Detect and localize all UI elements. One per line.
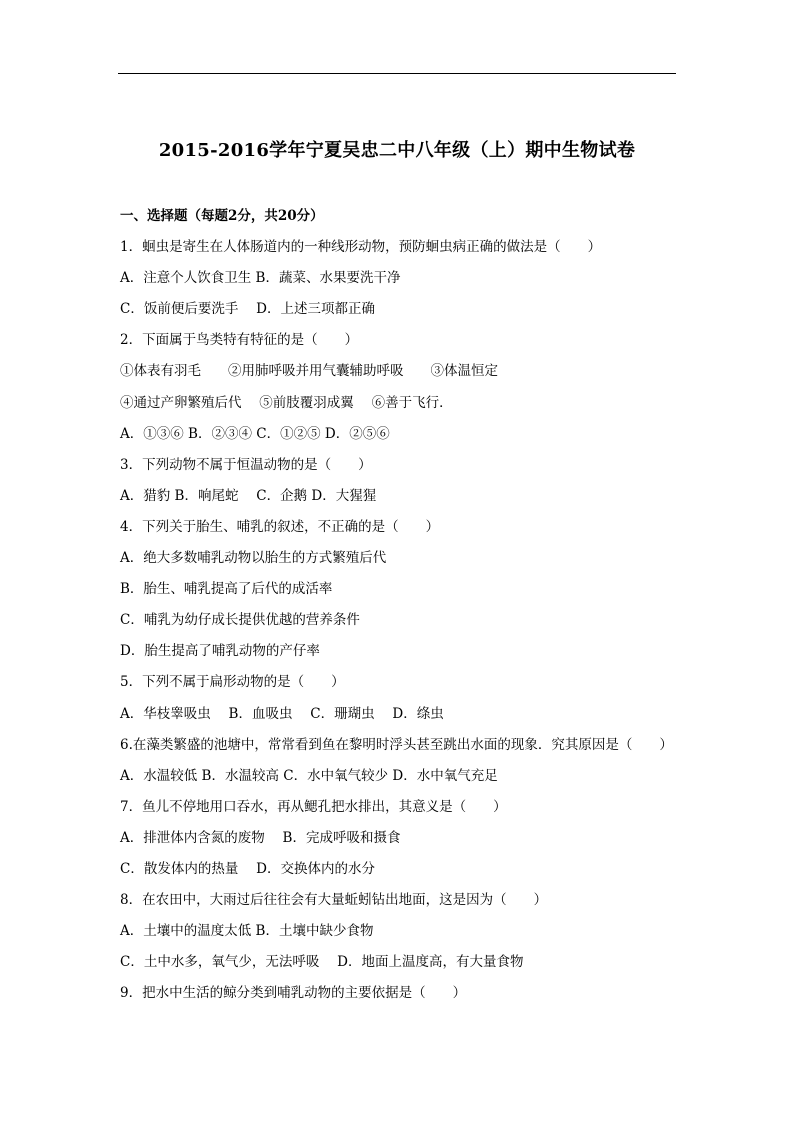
question-6-stem: 6.在藻类繁盛的池塘中，常常看到鱼在黎明时浮头甚至跳出水面的现象．究其原因是（ ） bbox=[120, 736, 673, 753]
header-rule bbox=[118, 73, 676, 74]
question-5-options: A．华枝睾吸虫 B．血吸虫 C．珊瑚虫 D．绦虫 bbox=[120, 705, 444, 722]
question-list bbox=[120, 203, 680, 1011]
question-4-option-a: A．绝大多数哺乳动物以胎生的方式繁殖后代 bbox=[120, 550, 387, 567]
question-4-option-b: B．胎生、哺乳提高了后代的成活率 bbox=[120, 581, 333, 598]
question-3-stem: 3．下列动物不属于恒温动物的是（ ） bbox=[120, 456, 372, 473]
question-7-options-cd: C．散发体内的热量 D．交换体内的水分 bbox=[120, 860, 375, 877]
question-6-options: A．水温较低 B．水温较高 C．水中氧气较少 D．水中氧气充足 bbox=[120, 767, 498, 784]
page-title: 2015-2016学年宁夏吴忠二中八年级（上）期中生物试卷 bbox=[158, 140, 636, 161]
question-8-options-ab: A．土壤中的温度太低 B．土壤中缺少食物 bbox=[120, 923, 374, 940]
question-2-items-1: ①体表有羽毛 ②用肺呼吸并用气囊辅助呼吸 ③体温恒定 bbox=[120, 363, 498, 380]
question-9-stem: 9．把水中生活的鲸分类到哺乳动物的主要依据是（ ） bbox=[120, 985, 467, 1002]
question-7-options-ab: A．排泄体内含氮的废物 B．完成呼吸和摄食 bbox=[120, 829, 401, 846]
question-4-option-d: D．胎生提高了哺乳动物的产仔率 bbox=[120, 643, 320, 660]
question-1-stem: 1．蛔虫是寄生在人体肠道内的一种线形动物，预防蛔虫病正确的做法是（ ） bbox=[120, 239, 602, 256]
question-2-options: A．①③⑥ B．②③④ C．①②⑤ D．②⑤⑥ bbox=[120, 425, 390, 442]
question-7-stem: 7．鱼儿不停地用口吞水，再从鳃孔把水排出，其意义是（ ） bbox=[120, 798, 507, 815]
question-8-stem: 8．在农田中，大雨过后往往会有大量蚯蚓钻出地面，这是因为（ ） bbox=[120, 892, 548, 909]
question-8-options-cd: C．土中水多，氧气少，无法呼吸 D．地面上温度高，有大量食物 bbox=[120, 954, 524, 971]
question-4-stem: 4．下列关于胎生、哺乳的叙述，不正确的是（ ） bbox=[120, 518, 440, 535]
question-2-stem: 2．下面属于鸟类特有特征的是（ ） bbox=[120, 332, 359, 349]
question-2-items-2: ④通过产卵繁殖后代 ⑤前肢覆羽成翼 ⑥善于飞行． bbox=[120, 394, 453, 411]
question-4-option-c: C．哺乳为幼仔成长提供优越的营养条件 bbox=[120, 612, 360, 629]
question-1-options-cd: C．饭前便后要洗手 D．上述三项都正确 bbox=[120, 301, 375, 318]
question-1-options-ab: A．注意个人饮食卫生 B．蔬菜、水果要洗干净 bbox=[120, 270, 401, 287]
question-5-stem: 5．下列不属于扁形动物的是（ ） bbox=[120, 674, 345, 691]
section-heading: 一、选择题（每题2分，共20分） bbox=[120, 208, 324, 224]
question-3-options: A．猎豹 B．响尾蛇 C．企鹅 D．大猩猩 bbox=[120, 487, 377, 504]
